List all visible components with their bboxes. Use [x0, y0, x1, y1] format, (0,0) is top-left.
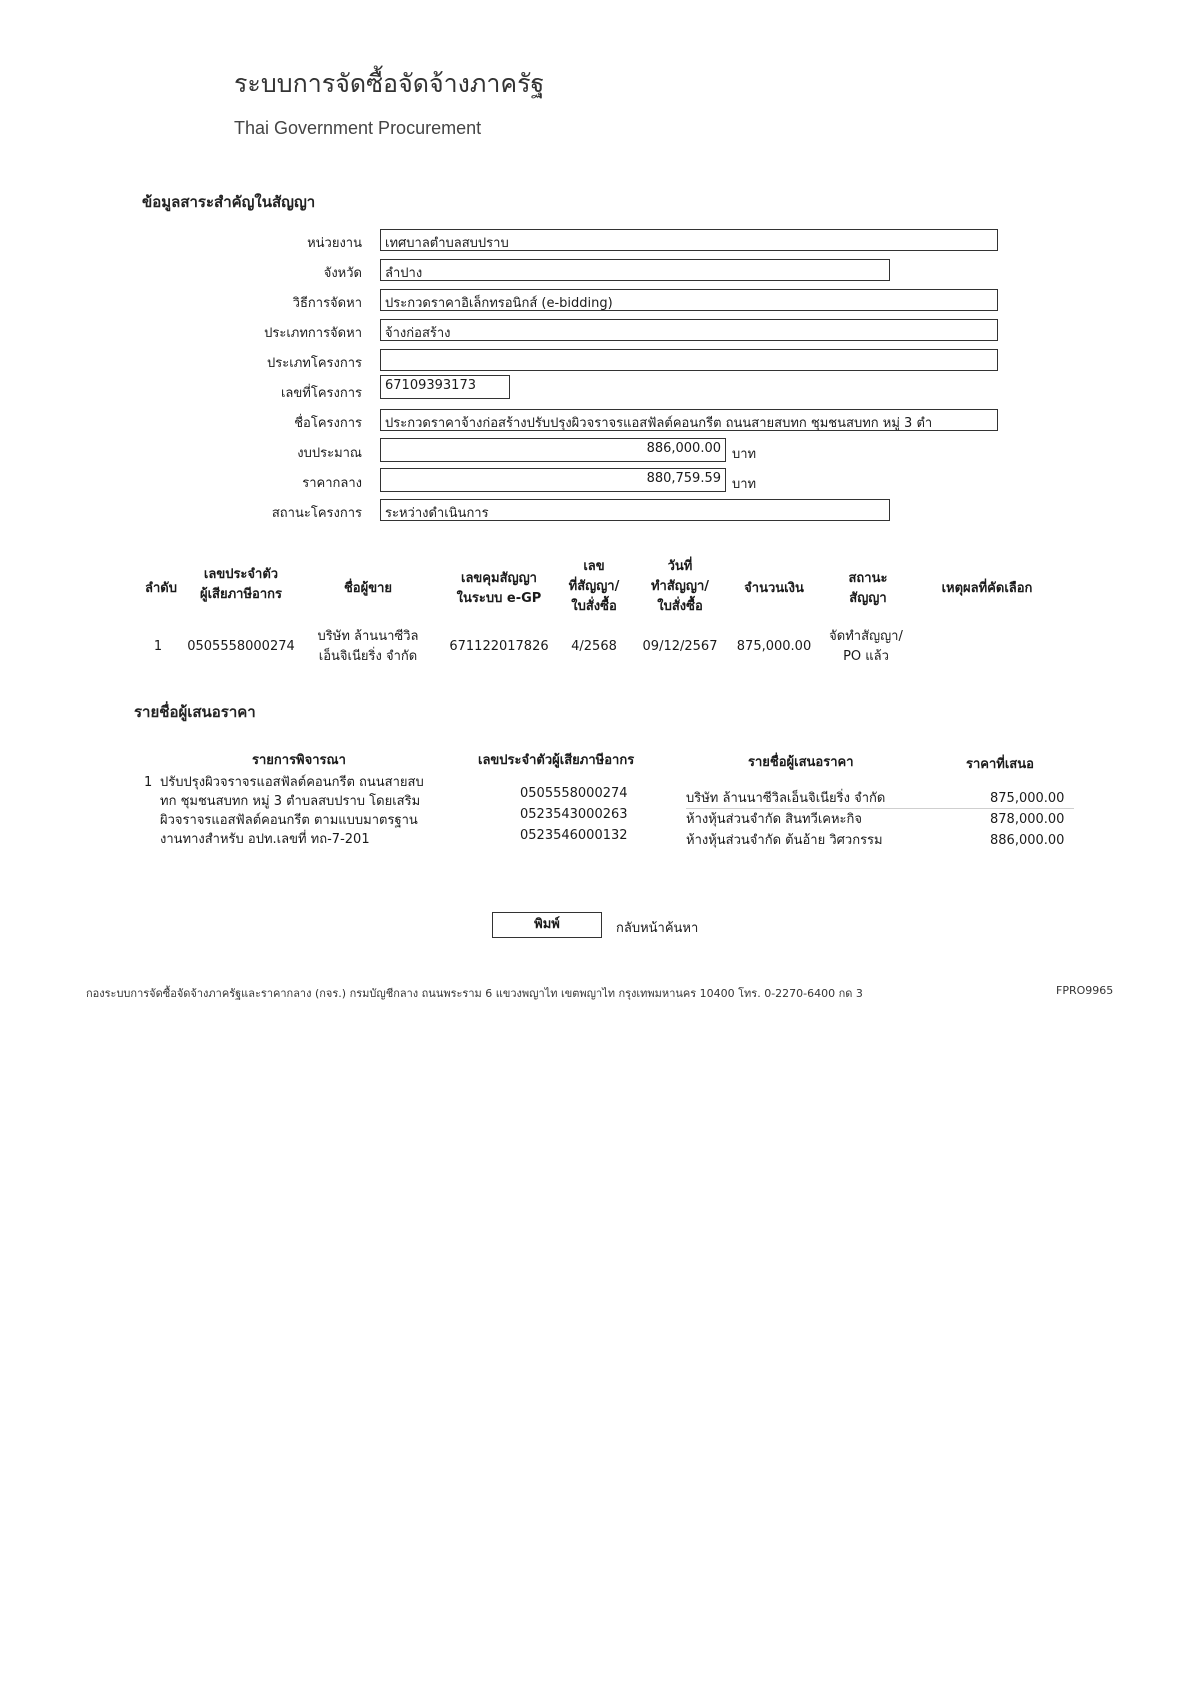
- bidder-tax-id: 0523546000132: [520, 828, 628, 843]
- budget-field: 886,000.00: [380, 438, 726, 462]
- bidders-header-price: ราคาที่เสนอ: [966, 757, 1034, 772]
- project-name-field: ประกวดราคาจ้างก่อสร้างปรับปรุงผิวจราจรแอสฟัลต์คอนกรีต ถนนสายสบทก ชุมชนสบทก หมู่ 3 ตำ: [380, 409, 998, 431]
- back-to-search-link[interactable]: กลับหน้าค้นหา: [616, 921, 699, 936]
- row-status-line-1: จัดทำสัญญา/: [829, 629, 903, 644]
- row-contract-no: 4/2568: [571, 639, 617, 654]
- bidders-item-line-3: ผิวจราจรแอสฟัลต์คอนกรีต ตามแบบมาตรฐาน: [160, 813, 418, 828]
- header-status-2: สัญญา: [849, 591, 887, 606]
- project-no-label: เลขที่โครงการ: [280, 386, 362, 401]
- bidders-header-item: รายการพิจารณา: [252, 753, 346, 768]
- row-tax-id: 0505558000274: [187, 639, 295, 654]
- bidder-tax-id: 0523543000263: [520, 807, 628, 822]
- budget-label: งบประมาณ: [297, 446, 362, 461]
- header-contract-no-3: ใบสั่งซื้อ: [571, 599, 617, 614]
- agency-label: หน่วยงาน: [307, 236, 362, 251]
- project-status-field: ระหว่างดำเนินการ: [380, 499, 890, 521]
- row-status-line-2: PO แล้ว: [843, 649, 889, 664]
- header-seller: ชื่อผู้ขาย: [343, 581, 393, 596]
- row-seller-line-1: บริษัท ล้านนาซีวิล: [317, 629, 419, 644]
- median-price-unit: บาท: [732, 477, 757, 492]
- project-name-label: ชื่อโครงการ: [294, 416, 362, 431]
- bidders-item-line-4: งานทางสำหรับ อปท.เลขที่ ทถ-7-201: [160, 832, 370, 847]
- system-subtitle: Thai Government Procurement: [234, 118, 482, 138]
- row-control-no: 671122017826: [449, 639, 549, 654]
- bidder-tax-id: 0505558000274: [520, 786, 628, 801]
- footer-address: กองระบบการจัดซื้อจัดจ้างภาครัฐและราคากลาง (กจร.) กรมบัญชีกลาง ถนนพระราม 6 แขวงพญาไท เขตพญาไท กรุงเทพมหานคร 10400 โทร. 0-2270-6400 กด 3: [86, 987, 863, 1000]
- row-seq: 1: [153, 639, 163, 654]
- median-price-field: 880,759.59: [380, 468, 726, 492]
- row-seller-line-2: เอ็นจิเนียริ่ง จำกัด: [318, 649, 418, 664]
- header-status-1: สถานะ: [848, 571, 888, 586]
- procurement-type-field: จ้างก่อสร้าง: [380, 319, 998, 341]
- method-label: วิธีการจัดหา: [292, 296, 362, 311]
- contract-summary-title: ข้อมูลสาระสำคัญในสัญญา: [142, 193, 316, 211]
- bidder-row-divider: [686, 808, 1074, 809]
- agency-field: เทศบาลตำบลสบปราบ: [380, 229, 998, 251]
- budget-unit: บาท: [732, 447, 757, 462]
- bidder-price: 886,000.00: [990, 833, 1065, 848]
- bidders-title: รายชื่อผู้เสนอราคา: [134, 703, 256, 721]
- province-label: จังหวัด: [323, 266, 362, 281]
- bidders-header-name: รายชื่อผู้เสนอราคา: [748, 755, 854, 770]
- bidder-name: ห้างหุ้นส่วนจำกัด สินทวีเคหะกิจ: [686, 812, 863, 827]
- header-reason: เหตุผลที่คัดเลือก: [941, 581, 1033, 596]
- system-title: ระบบการจัดซื้อจัดจ้างภาครัฐ: [234, 69, 545, 98]
- header-control-1: เลขคุมสัญญา: [461, 571, 537, 586]
- bidders-header-tax-id: เลขประจำตัวผู้เสียภาษีอากร: [478, 753, 635, 768]
- header-control-2: ในระบบ e-GP: [456, 591, 542, 606]
- header-tax-id-1: เลขประจำตัว: [203, 567, 279, 582]
- bidder-price: 875,000.00: [990, 791, 1065, 806]
- header-contract-no-2: ที่สัญญา/: [568, 579, 620, 594]
- bidders-item-line-1: ปรับปรุงผิวจราจรแอสฟัลต์คอนกรีต ถนนสายสบ: [160, 775, 424, 790]
- row-contract-date: 09/12/2567: [642, 639, 718, 654]
- header-date-1: วันที่: [667, 559, 693, 574]
- row-amount: 875,000.00: [736, 639, 812, 654]
- project-no-field: 67109393173: [380, 375, 510, 399]
- print-button[interactable]: พิมพ์: [492, 912, 602, 938]
- header-seq: ลำดับ: [145, 581, 177, 596]
- footer-code: FPRO9965: [1056, 984, 1114, 997]
- header-contract-no-1: เลข: [583, 559, 605, 574]
- header-date-2: ทำสัญญา/: [650, 579, 709, 594]
- header-tax-id-2: ผู้เสียภาษีอากร: [199, 587, 282, 602]
- method-field: ประกวดราคาอิเล็กทรอนิกส์ (e-bidding): [380, 289, 998, 311]
- header-date-3: ใบสั่งซื้อ: [657, 599, 703, 614]
- project-type-label: ประเภทโครงการ: [267, 356, 362, 371]
- province-field: ลำปาง: [380, 259, 890, 281]
- procurement-type-label: ประเภทการจัดหา: [264, 326, 362, 341]
- bidder-name: ห้างหุ้นส่วนจำกัด ต้นอ้าย วิศวกรรม: [686, 833, 883, 848]
- project-status-label: สถานะโครงการ: [271, 506, 362, 521]
- bidder-name: บริษัท ล้านนาซีวิลเอ็นจิเนียริ่ง จำกัด: [686, 791, 886, 806]
- project-type-field: [380, 349, 998, 371]
- header-amount: จำนวนเงิน: [744, 581, 804, 596]
- bidder-price: 878,000.00: [990, 812, 1065, 827]
- bidders-item-no: 1: [144, 775, 153, 790]
- median-price-label: ราคากลาง: [302, 476, 362, 491]
- bidders-item-line-2: ทก ชุมชนสบทก หมู่ 3 ตำบลสบปราบ โดยเสริม: [160, 794, 421, 809]
